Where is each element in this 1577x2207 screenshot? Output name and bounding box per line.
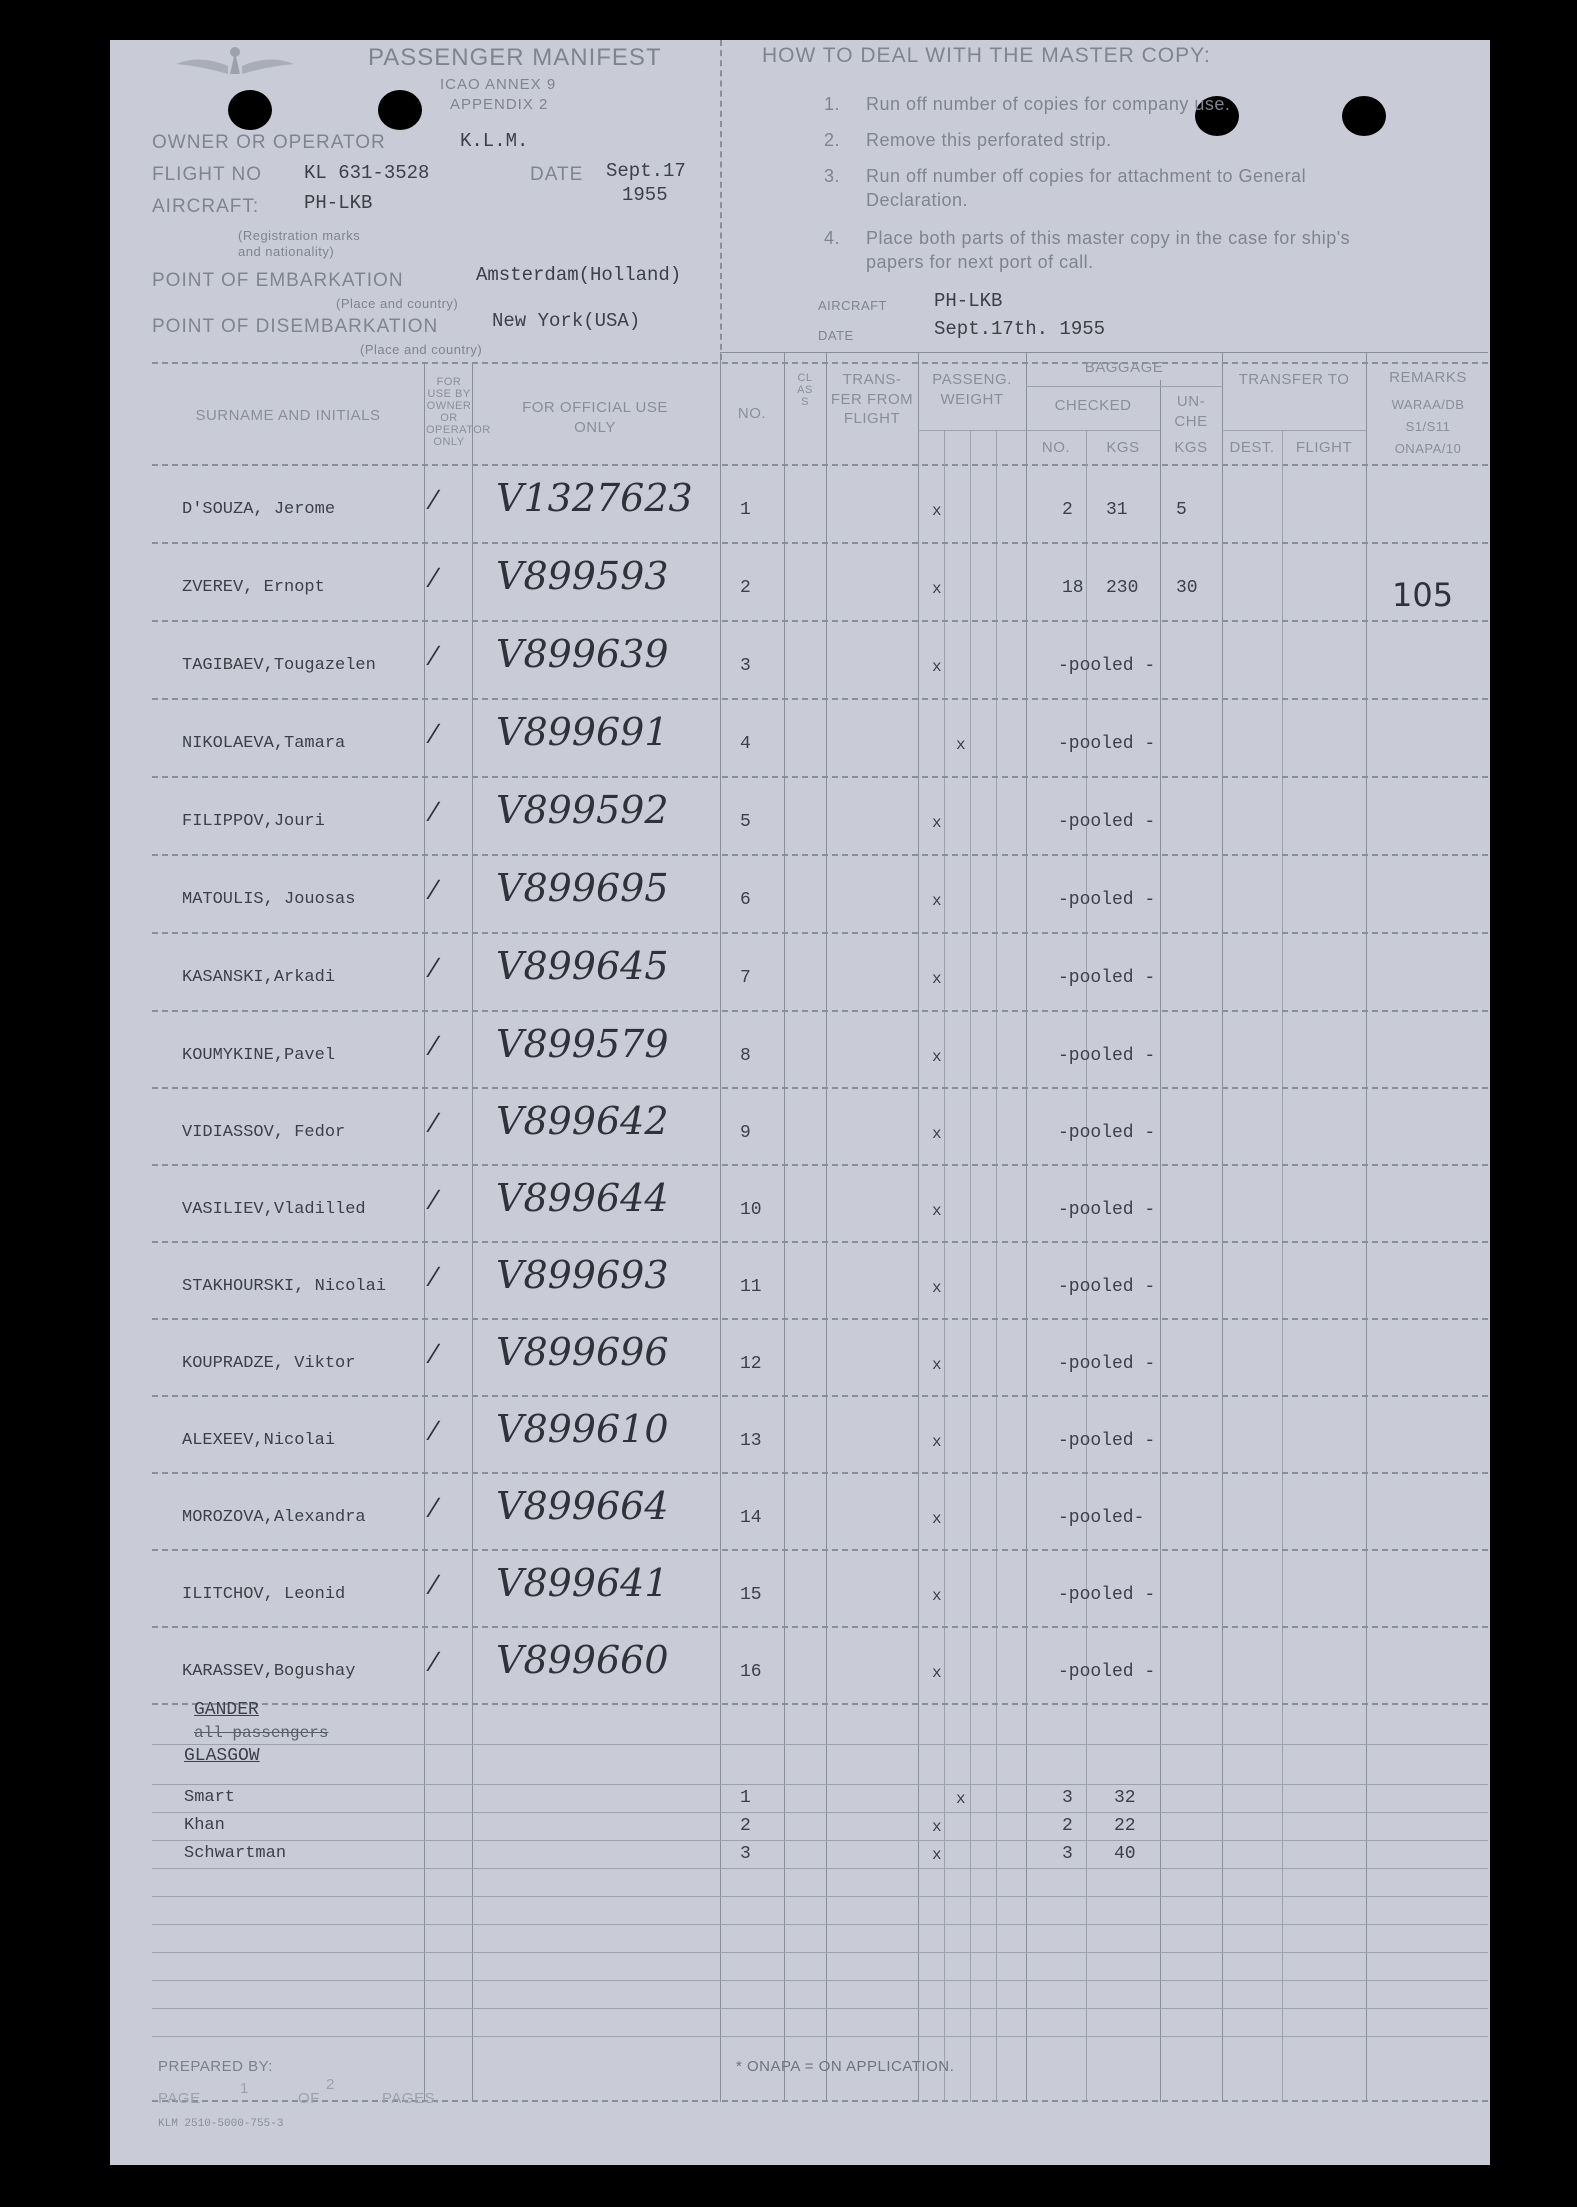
passenger-number: 12 bbox=[740, 1354, 762, 1374]
baggage-count: 18 bbox=[1062, 578, 1084, 598]
weight-mark: x bbox=[932, 580, 942, 598]
page-value: 1 bbox=[240, 2080, 249, 2097]
of-label: OF bbox=[298, 2090, 320, 2107]
embarkation-label: POINT OF EMBARKATION bbox=[152, 270, 404, 291]
baggage-pooled: -pooled - bbox=[1058, 1200, 1156, 1220]
glasgow-weight-mark: x bbox=[932, 1846, 942, 1864]
glasgow-weight-mark: x bbox=[932, 1818, 942, 1836]
weight-mark: x bbox=[932, 892, 942, 910]
row-divider bbox=[152, 1924, 1488, 1925]
baggage-pooled: -pooled- bbox=[1058, 1508, 1145, 1528]
passenger-name: MOROZOVA,Alexandra bbox=[182, 1508, 366, 1527]
passenger-number: 2 bbox=[740, 578, 751, 598]
official-number: V899660 bbox=[496, 1638, 669, 1682]
glasgow-baggage-kgs: 32 bbox=[1114, 1788, 1136, 1808]
gander-label: GANDER bbox=[194, 1700, 259, 1720]
instructions-aircraft-label: AIRCRAFT bbox=[818, 298, 887, 313]
official-number: V899695 bbox=[496, 866, 669, 910]
check-mark: ∕ bbox=[432, 874, 437, 905]
official-number: V899693 bbox=[496, 1253, 669, 1297]
check-mark: ∕ bbox=[432, 1492, 437, 1523]
row-divider bbox=[152, 2036, 1488, 2037]
owner-label: OWNER OR OPERATOR bbox=[152, 132, 386, 153]
row-divider bbox=[152, 1703, 1488, 1705]
row-divider bbox=[152, 776, 1488, 778]
glasgow-baggage-kgs: 40 bbox=[1114, 1844, 1136, 1864]
transfer-subheader-line bbox=[1222, 430, 1366, 431]
passenger-name: ZVEREV, Ernopt bbox=[182, 578, 325, 597]
manifest-sheet bbox=[110, 40, 1490, 2165]
of-value: 2 bbox=[326, 2076, 335, 2093]
check-mark: ∕ bbox=[432, 1646, 437, 1677]
flight-label: FLIGHT NO bbox=[152, 164, 262, 185]
passenger-number: 11 bbox=[740, 1277, 762, 1297]
instruction-number: 2. bbox=[824, 130, 841, 150]
official-number: V899610 bbox=[496, 1407, 669, 1451]
passenger-name: VASILIEV,Vladilled bbox=[182, 1200, 366, 1219]
table-top-border bbox=[152, 362, 1488, 364]
row-divider bbox=[152, 1087, 1488, 1089]
baggage-subheader-line bbox=[1026, 386, 1222, 387]
col-header-remarks-sub: ONAPA/10 bbox=[1394, 441, 1462, 456]
baggage-pooled: -pooled - bbox=[1058, 1277, 1156, 1297]
passenger-name: NIKOLAEVA,Tamara bbox=[182, 734, 346, 753]
row-divider bbox=[152, 1318, 1488, 1320]
passenger-number: 3 bbox=[740, 656, 751, 676]
header-bottom-border bbox=[152, 464, 1488, 466]
baggage-pooled: -pooled - bbox=[1058, 812, 1156, 832]
date-year-value: 1955 bbox=[622, 184, 668, 206]
col-header-transfer-from: TRANS-FER FROM FLIGHT bbox=[830, 371, 914, 427]
col-header-dest: DEST. bbox=[1229, 439, 1275, 456]
instruction-number: 3. bbox=[824, 166, 841, 186]
row-divider bbox=[152, 1549, 1488, 1551]
passenger-name: KOUPRADZE, Viktor bbox=[182, 1354, 356, 1373]
baggage-pooled: -pooled - bbox=[1058, 656, 1156, 676]
date-label: DATE bbox=[530, 164, 584, 185]
glasgow-passenger-name: Khan bbox=[184, 1816, 225, 1835]
glasgow-baggage-count: 3 bbox=[1062, 1788, 1073, 1808]
glasgow-passenger-number: 3 bbox=[740, 1844, 751, 1864]
perforation-line bbox=[720, 40, 722, 360]
col-header-remarks: REMARKS bbox=[1389, 369, 1467, 386]
weight-mark: x bbox=[932, 502, 942, 520]
form-subtitle: ICAO ANNEX 9 bbox=[440, 76, 557, 93]
passenger-number: 5 bbox=[740, 812, 751, 832]
official-number: V899639 bbox=[496, 632, 669, 676]
baggage-kgs: 230 bbox=[1106, 578, 1139, 598]
glasgow-baggage-count: 2 bbox=[1062, 1816, 1073, 1836]
official-number: V899641 bbox=[496, 1561, 669, 1605]
baggage-pooled: -pooled - bbox=[1058, 1585, 1156, 1605]
official-number: V899642 bbox=[496, 1099, 669, 1143]
row-divider bbox=[152, 1812, 1488, 1813]
passenger-number: 9 bbox=[740, 1123, 751, 1143]
passenger-name: MATOULIS, Jouosas bbox=[182, 890, 356, 909]
row-divider bbox=[152, 1164, 1488, 1166]
registration-note: (Registration marks bbox=[238, 228, 361, 243]
official-number: V1327623 bbox=[496, 476, 693, 520]
instruction-text: Place both parts of this master copy in the case for ship's bbox=[866, 228, 1351, 248]
form-code: KLM 2510-5000-755-3 bbox=[158, 2118, 284, 2130]
check-mark: ∕ bbox=[432, 484, 437, 515]
weight-mark: x bbox=[932, 1664, 942, 1682]
row-divider bbox=[152, 698, 1488, 700]
baggage-pooled: -pooled - bbox=[1058, 890, 1156, 910]
row-divider bbox=[152, 620, 1488, 622]
official-number: V899592 bbox=[496, 788, 669, 832]
row-divider bbox=[152, 932, 1488, 934]
weight-mark: x bbox=[932, 1279, 942, 1297]
weight-mark: x bbox=[932, 1510, 942, 1528]
row-divider bbox=[152, 1784, 1488, 1785]
col-header-transfer-to: TRANSFER TO bbox=[1238, 371, 1350, 388]
glasgow-passenger-number: 2 bbox=[740, 1816, 751, 1836]
aircraft-value: PH-LKB bbox=[304, 192, 373, 214]
col-header-checked: CHECKED bbox=[1054, 397, 1132, 414]
remarks-value: 105 bbox=[1392, 576, 1454, 614]
col-divider bbox=[1282, 430, 1283, 2102]
row-divider bbox=[152, 1840, 1488, 1841]
passenger-name: FILIPPOV,Jouri bbox=[182, 812, 325, 831]
passenger-name: VIDIASSOV, Fedor bbox=[182, 1123, 346, 1142]
instruction-number: 1. bbox=[824, 94, 841, 114]
row-divider bbox=[152, 1952, 1488, 1953]
check-mark: ∕ bbox=[432, 718, 437, 749]
col-header-unchecked: UN-CHE bbox=[1174, 393, 1208, 430]
col-divider bbox=[472, 362, 473, 2102]
instruction-text: Run off number of copies for company use. bbox=[866, 94, 1231, 114]
col-divider bbox=[1086, 430, 1087, 2102]
check-mark: ∕ bbox=[432, 1338, 437, 1369]
passenger-name: ALEXEEV,Nicolai bbox=[182, 1431, 336, 1450]
check-mark: ∕ bbox=[432, 1415, 437, 1446]
baggage-pooled: -pooled - bbox=[1058, 734, 1156, 754]
instructions-date-label: DATE bbox=[818, 328, 854, 343]
weight-mark: x bbox=[932, 1433, 942, 1451]
official-number: V899579 bbox=[496, 1022, 669, 1066]
row-divider bbox=[152, 1626, 1488, 1628]
owner-value: K.L.M. bbox=[460, 130, 529, 152]
glasgow-baggage-count: 3 bbox=[1062, 1844, 1073, 1864]
baggage-pooled: -pooled - bbox=[1058, 1662, 1156, 1682]
punch-hole bbox=[1342, 96, 1386, 136]
instruction-text: Declaration. bbox=[866, 190, 969, 210]
col-header-weight: PASSENG. WEIGHT bbox=[932, 371, 1012, 408]
glasgow-weight-mark: x bbox=[956, 1790, 966, 1808]
col-divider bbox=[944, 430, 945, 2102]
baggage-pooled: -pooled - bbox=[1058, 1123, 1156, 1143]
col-header-bag-kgs: KGS bbox=[1106, 439, 1140, 456]
weight-mark: x bbox=[932, 658, 942, 676]
embarkation-value: Amsterdam(Holland) bbox=[476, 264, 682, 286]
form-subtitle: APPENDIX 2 bbox=[450, 96, 549, 113]
col-header-remarks-sub: WARAA/DB bbox=[1391, 397, 1465, 412]
glasgow-label: GLASGOW bbox=[184, 1746, 260, 1766]
passenger-number: 10 bbox=[740, 1200, 762, 1220]
baggage-kgs: 31 bbox=[1106, 500, 1128, 520]
col-divider bbox=[424, 362, 425, 2102]
col-header-unchecked-kgs: KGS bbox=[1174, 439, 1208, 456]
row-divider bbox=[152, 1896, 1488, 1897]
row-divider bbox=[152, 1010, 1488, 1012]
row-divider bbox=[152, 1241, 1488, 1243]
col-header-baggage: BAGGAGE bbox=[1084, 359, 1164, 376]
table-top-border bbox=[720, 352, 1488, 353]
baggage-pooled: -pooled - bbox=[1058, 968, 1156, 988]
col-header-flight: FLIGHT bbox=[1295, 439, 1353, 456]
weight-mark: x bbox=[932, 1048, 942, 1066]
baggage-pooled: -pooled - bbox=[1058, 1046, 1156, 1066]
check-mark: ∕ bbox=[432, 952, 437, 983]
flight-value: KL 631-3528 bbox=[304, 162, 430, 184]
row-divider bbox=[152, 1868, 1488, 1869]
col-header-class: CLASS bbox=[797, 372, 813, 409]
row-divider bbox=[152, 854, 1488, 856]
glasgow-baggage-kgs: 22 bbox=[1114, 1816, 1136, 1836]
passenger-name: KASANSKI,Arkadi bbox=[182, 968, 336, 987]
instruction-text: Remove this perforated strip. bbox=[866, 130, 1112, 150]
baggage-pooled: -pooled - bbox=[1058, 1431, 1156, 1451]
punch-hole bbox=[228, 90, 272, 130]
weight-mark: x bbox=[932, 814, 942, 832]
aircraft-label: AIRCRAFT: bbox=[152, 196, 260, 217]
disembarkation-note: (Place and country) bbox=[360, 342, 483, 357]
weight-subheader-line bbox=[918, 430, 1026, 431]
official-number: V899593 bbox=[496, 554, 669, 598]
passenger-number: 16 bbox=[740, 1662, 762, 1682]
check-mark: ∕ bbox=[432, 1261, 437, 1292]
weight-mark: x bbox=[932, 1125, 942, 1143]
passenger-number: 6 bbox=[740, 890, 751, 910]
check-mark: ∕ bbox=[432, 562, 437, 593]
row-divider bbox=[152, 1472, 1488, 1474]
check-mark: ∕ bbox=[432, 1184, 437, 1215]
official-number: V899696 bbox=[496, 1330, 669, 1374]
instruction-text: Run off number off copies for attachment to General bbox=[866, 166, 1307, 186]
instruction-text: papers for next port of call. bbox=[866, 252, 1094, 272]
glasgow-passenger-name: Smart bbox=[184, 1788, 236, 1807]
row-divider bbox=[152, 2008, 1488, 2009]
glasgow-passenger-name: Schwartman bbox=[184, 1844, 287, 1863]
onapa-note: * ONAPA = ON APPLICATION. bbox=[736, 2058, 955, 2075]
col-header-official: FOR OFFICIAL USE ONLY bbox=[522, 399, 668, 436]
check-mark: ∕ bbox=[432, 1107, 437, 1138]
official-number: V899691 bbox=[496, 710, 669, 754]
pages-label: PAGES. bbox=[382, 2090, 440, 2107]
passenger-number: 13 bbox=[740, 1431, 762, 1451]
row-divider bbox=[152, 1980, 1488, 1981]
passenger-name: KARASSEV,Bogushay bbox=[182, 1662, 356, 1681]
check-mark: ∕ bbox=[432, 640, 437, 671]
unchecked-kgs: 30 bbox=[1176, 578, 1198, 598]
col-header-remarks-sub: S1/S11 bbox=[1405, 419, 1451, 434]
passenger-number: 14 bbox=[740, 1508, 762, 1528]
disembarkation-label: POINT OF DISEMBARKATION bbox=[152, 316, 439, 337]
col-header-no: NO. bbox=[737, 405, 767, 422]
table-bottom-border bbox=[152, 2100, 1488, 2102]
passenger-name: STAKHOURSKI, Nicolai bbox=[182, 1277, 387, 1296]
row-divider bbox=[152, 1395, 1488, 1397]
passenger-number: 15 bbox=[740, 1585, 762, 1605]
date-value: Sept.17 bbox=[606, 160, 686, 182]
weight-mark: x bbox=[956, 736, 966, 754]
checked-subheader-line bbox=[1026, 430, 1160, 431]
col-header-owner-use: FOR USE BY OWNER OR OPERATOR ONLY bbox=[426, 376, 491, 449]
weight-mark: x bbox=[932, 1202, 942, 1220]
row-divider bbox=[152, 1744, 1488, 1745]
official-number: V899645 bbox=[496, 944, 669, 988]
page-label: PAGE bbox=[158, 2090, 201, 2107]
weight-mark: x bbox=[932, 970, 942, 988]
official-number: V899644 bbox=[496, 1176, 669, 1220]
instructions-date-value: Sept.17th. 1955 bbox=[934, 318, 1106, 340]
passenger-number: 4 bbox=[740, 734, 751, 754]
unchecked-kgs: 5 bbox=[1176, 500, 1187, 520]
passenger-number: 1 bbox=[740, 500, 751, 520]
prepared-by-label: PREPARED BY: bbox=[158, 2058, 273, 2075]
baggage-count: 2 bbox=[1062, 500, 1073, 520]
passenger-name: D'SOUZA, Jerome bbox=[182, 500, 336, 519]
embarkation-note: (Place and country) bbox=[336, 296, 459, 311]
col-divider bbox=[970, 430, 971, 2102]
weight-mark: x bbox=[932, 1356, 942, 1374]
instructions-title: HOW TO DEAL WITH THE MASTER COPY: bbox=[762, 44, 1211, 67]
official-number: V899664 bbox=[496, 1484, 669, 1528]
passenger-number: 7 bbox=[740, 968, 751, 988]
instructions-aircraft-value: PH-LKB bbox=[934, 290, 1003, 312]
check-mark: ∕ bbox=[432, 1030, 437, 1061]
check-mark: ∕ bbox=[432, 796, 437, 827]
passenger-name: ILITCHOV, Leonid bbox=[182, 1585, 346, 1604]
passenger-name: TAGIBAEV,Tougazelen bbox=[182, 656, 376, 675]
col-header-surname: SURNAME AND INITIALS bbox=[195, 407, 381, 424]
col-header-bag-no: NO. bbox=[1041, 439, 1071, 456]
passenger-number: 8 bbox=[740, 1046, 751, 1066]
gander-note: all passengers bbox=[194, 1724, 329, 1742]
instruction-number: 4. bbox=[824, 228, 841, 248]
col-divider bbox=[996, 430, 997, 2102]
passenger-name: KOUMYKINE,Pavel bbox=[182, 1046, 336, 1065]
glasgow-passenger-number: 1 bbox=[740, 1788, 751, 1808]
weight-mark: x bbox=[932, 1587, 942, 1605]
form-title: PASSENGER MANIFEST bbox=[368, 44, 662, 71]
punch-hole bbox=[378, 90, 422, 130]
registration-note: and nationality) bbox=[238, 244, 335, 259]
airline-wings-logo bbox=[170, 44, 300, 96]
baggage-pooled: -pooled - bbox=[1058, 1354, 1156, 1374]
disembarkation-value: New York(USA) bbox=[492, 310, 641, 332]
row-divider bbox=[152, 542, 1488, 544]
check-mark: ∕ bbox=[432, 1569, 437, 1600]
